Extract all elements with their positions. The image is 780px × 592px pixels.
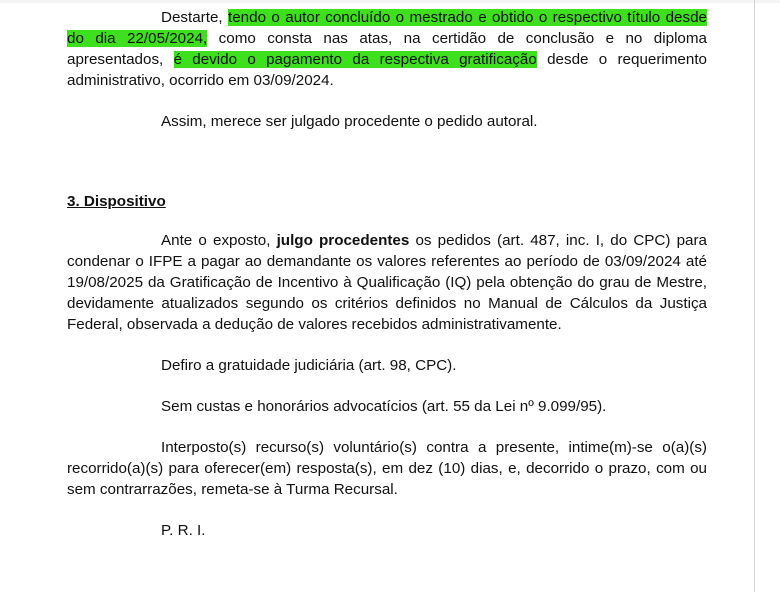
highlight-conclusion: tendo o autor concluído o mestrado e obtido o respectivo título desde do dia 22/05/2024, [67,9,707,47]
document-body [67,7,707,541]
paragraph-custas[interactable]: Sem custas e honorários advocatícios (art. 55 da Lei nº 9.099/95). [161,398,607,415]
section-title: 3. Dispositivo [67,193,166,210]
paragraph-ante-text-2: os pedidos (art. 487, inc. I, do CPC) para condenar o IFPE a pagar ao demandante os valores referentes ao período de 03/09/2024 até 19/08/2025 da Gratificação de Incentivo à Qualificação (IQ) pela obtenção do grau de Mestre, devidamente atualizados segundo os critérios definidos no Manual de Cálculos da Justiça Federal, observada a dedução de valores recebidos administrativamente. [67,232,708,333]
paragraph-pri[interactable]: P. R. I. [161,522,206,539]
paragraph-destarte-text-2: como consta nas atas, na certidão de conclusão e no diploma apresentados, [67,30,707,68]
paragraph-destarte-text-3: desde o requerimento administrativo, ocorrido em 03/09/2024. [67,51,707,89]
paragraph-gratuidade[interactable]: Defiro a gratuidade judiciária (art. 98, CPC). [161,357,457,374]
paragraph-destarte[interactable] [67,7,707,91]
paragraph-recurso[interactable]: Interposto(s) recurso(s) voluntário(s) contra a presente, intime(m)-se o(a)(s) recorrido(a)(s) para oferecer(em) resposta(s), em dez (10) dias, e, decorrido o prazo, com ou sem contrarrazões, remeta-se à Turma Recursal. [67,439,707,498]
paragraph-ante[interactable] [67,230,707,335]
paragraph-assim[interactable]: Assim, merece ser julgado procedente o pedido autoral. [161,113,538,130]
page-right-edge [754,0,755,592]
paragraph-ante-text-1: Ante o exposto, [161,232,277,249]
highlight-payment: é devido o pagamento da respectiva gratificação [173,51,537,68]
paragraph-destarte-text-1: Destarte, [161,9,229,26]
page-top-edge [0,0,780,3]
judgment-bold: julgo procedentes [276,232,410,249]
